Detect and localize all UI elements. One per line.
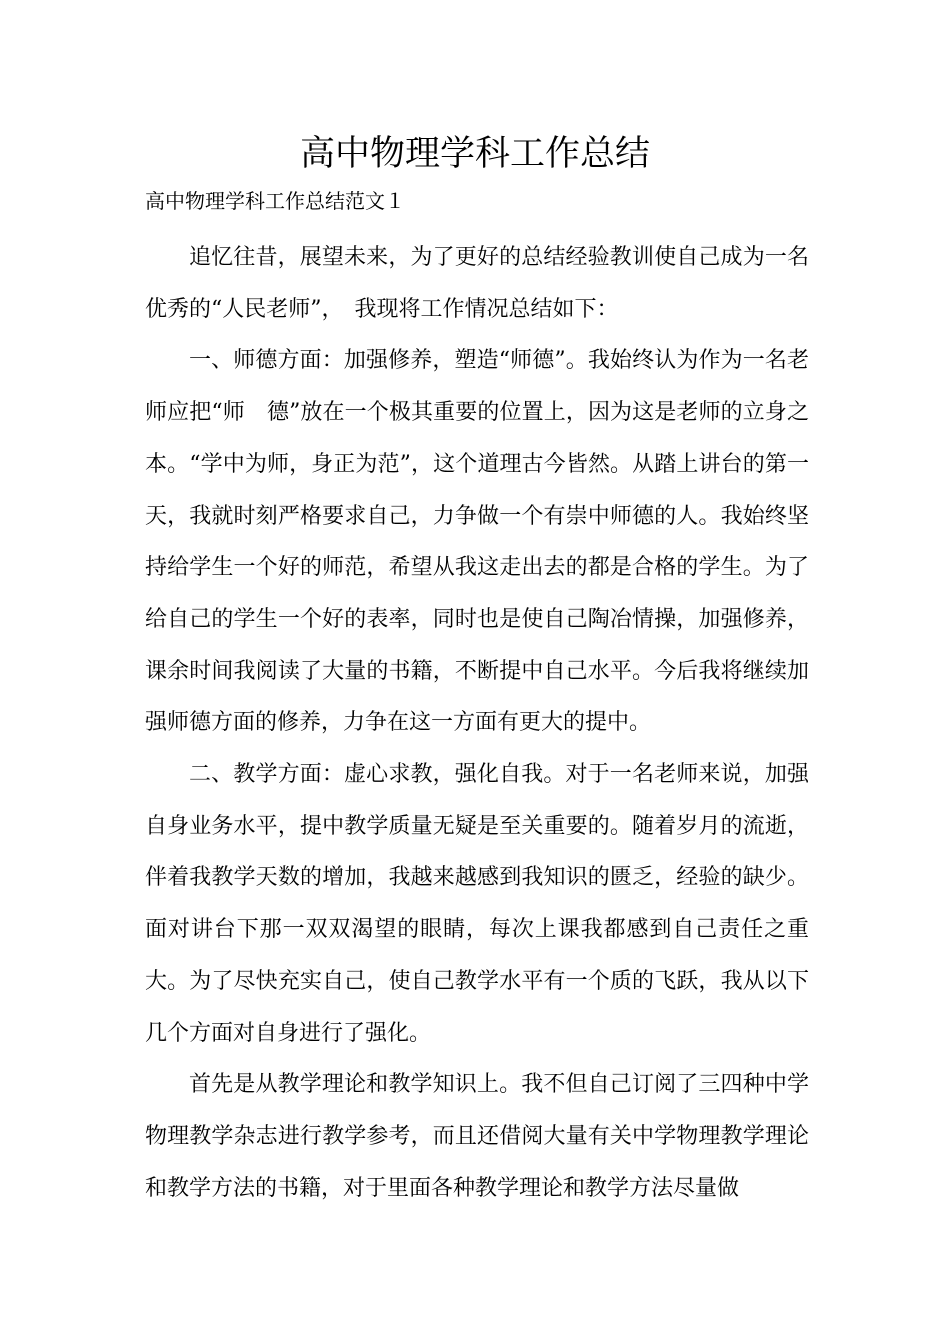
document-subtitle: 高中物理学科工作总结范文１: [145, 189, 405, 213]
paragraph-ethics: 一、师德方面：加强修养，塑造“师德”。我始终认为作为一名老师应把“师 德”放在一个极其重要的位置上，因为这是老师的立身之本。“学中为师，身正为范”，这个道理古今皆然。从踏上讲台的第一天，我就时刻严格要求自己，力争做一个有崇中师德的人。我始终坚持给学生一个好的师范，希望从我这走出去的都是合格的学生。为了给自己的学生一个好的表率，同时也是使自己陶冶情操，加强修养，课余时间我阅读了大量的书籍，不断提中自己水平。今后我将继续加强师德方面的修养，力争在这一方面有更大的提中。: [145, 348, 809, 736]
document-body: [145, 232, 809, 1214]
document-title: 高中物理学科工作总结: [299, 134, 650, 174]
paragraph-theory: 首先是从教学理论和教学知识上。我不但自己订阅了三四种中学物理教学杂志进行教学参考，而且还借阅大量有关中学物理教学理论和教学方法的书籍，对于里面各种教学理论和教学方法尽量做: [145, 1072, 809, 1201]
paragraph-teaching: 二、教学方面：虚心求教，强化自我。对于一名老师来说，加强自身业务水平，提中教学质量无疑是至关重要的。随着岁月的流逝，伴着我教学天数的增加，我越来越感到我知识的匮乏，经验的缺少。面对讲台下那一双双渴望的眼睛，每次上课我都感到自己责任之重大。为了尽快充实自己，使自己教学水平有一个质的飞跃，我从以下几个方面对自身进行了强化。: [145, 762, 809, 1046]
paragraph-intro: 追忆往昔，展望未来，为了更好的总结经验教训使自己成为一名优秀的“人民老师”， 我现将工作情况总结如下：: [145, 245, 809, 322]
